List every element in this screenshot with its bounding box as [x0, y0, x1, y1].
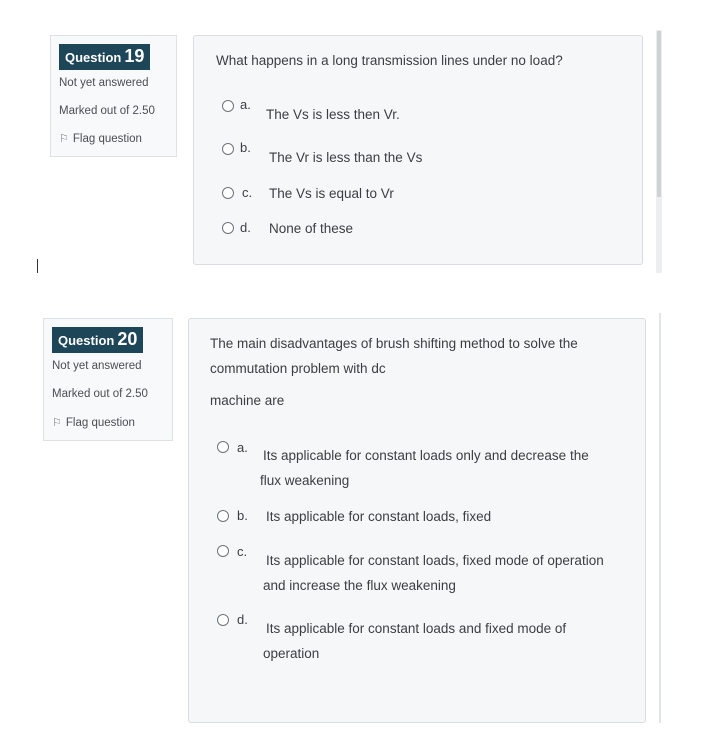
option-text [269, 181, 394, 206]
radio-button[interactable] [217, 614, 229, 626]
option-text [263, 616, 567, 666]
question-marks: Marked out of 2.50 [59, 105, 155, 117]
question-info-20 [43, 318, 173, 441]
flag-icon: ⚐ [52, 417, 62, 429]
question-text-line: machine are [210, 393, 285, 408]
option-text-line: The Vs is less then Vr. [266, 107, 400, 122]
question-number: 20 [117, 329, 138, 349]
question-number-badge [52, 327, 143, 353]
option-text-line: The Vr is less than the Vs [269, 150, 423, 165]
question-text [216, 48, 563, 73]
option-letter: c. [237, 544, 248, 559]
question-info-19 [50, 35, 177, 157]
radio-button[interactable] [217, 545, 229, 557]
text-cursor [37, 259, 38, 273]
flag-question-label: Flag question [65, 417, 135, 429]
option-text [269, 145, 422, 170]
option-letter: c. [242, 185, 253, 200]
question-label: Question [65, 50, 122, 65]
option-text [269, 216, 353, 241]
radio-button[interactable] [222, 143, 234, 155]
flag-question-link[interactable] [52, 416, 135, 429]
option-letter: b. [237, 508, 248, 523]
option-text-line: flux weakening [260, 473, 350, 488]
option-text-line: operation [263, 646, 320, 661]
question-text-line: What happens in a long transmission lines under no load? [216, 53, 563, 68]
scrollbar-track[interactable] [659, 313, 661, 723]
option-letter: b. [240, 140, 251, 155]
option-text-line: Its applicable for constant loads and fixed mode of [266, 621, 567, 636]
option-text-line: and increase the flux weakening [263, 578, 456, 593]
option-letter: d. [240, 220, 251, 235]
question-status: Not yet answered [59, 77, 149, 89]
question-marks: Marked out of 2.50 [52, 388, 148, 400]
flag-question-link[interactable] [59, 132, 142, 145]
question-text [210, 331, 578, 413]
radio-button[interactable] [222, 187, 234, 199]
option-text [266, 102, 400, 127]
radio-button[interactable] [222, 222, 234, 234]
question-text-line: The main disadvantages of brush shifting method to solve the [210, 336, 578, 351]
radio-button[interactable] [217, 510, 229, 522]
option-text-line: None of these [269, 221, 354, 236]
option-text [263, 548, 604, 598]
option-letter: a. [237, 440, 248, 455]
option-text-line: The Vs is equal to Vr [269, 186, 394, 201]
option-text [266, 504, 491, 529]
radio-button[interactable] [217, 441, 229, 453]
question-status: Not yet answered [52, 360, 142, 372]
radio-button[interactable] [222, 100, 234, 112]
question-number: 19 [124, 46, 145, 66]
scrollbar-thumb[interactable] [657, 31, 661, 197]
flag-question-label: Flag question [72, 133, 142, 145]
question-content-19 [193, 35, 643, 265]
flag-icon: ⚐ [59, 133, 69, 145]
option-text-line: Its applicable for constant loads only and decrease the [263, 448, 589, 463]
option-text-line: Its applicable for constant loads, fixed mode of operation [266, 553, 604, 568]
question-content-20 [188, 318, 646, 723]
option-text-line: Its applicable for constant loads, fixed [266, 509, 492, 524]
question-text-line: commutation problem with dc [210, 361, 386, 376]
question-label: Question [58, 333, 115, 348]
option-letter: d. [237, 612, 248, 627]
option-letter: a. [240, 97, 251, 112]
question-number-badge [59, 44, 150, 70]
option-text [260, 443, 589, 493]
